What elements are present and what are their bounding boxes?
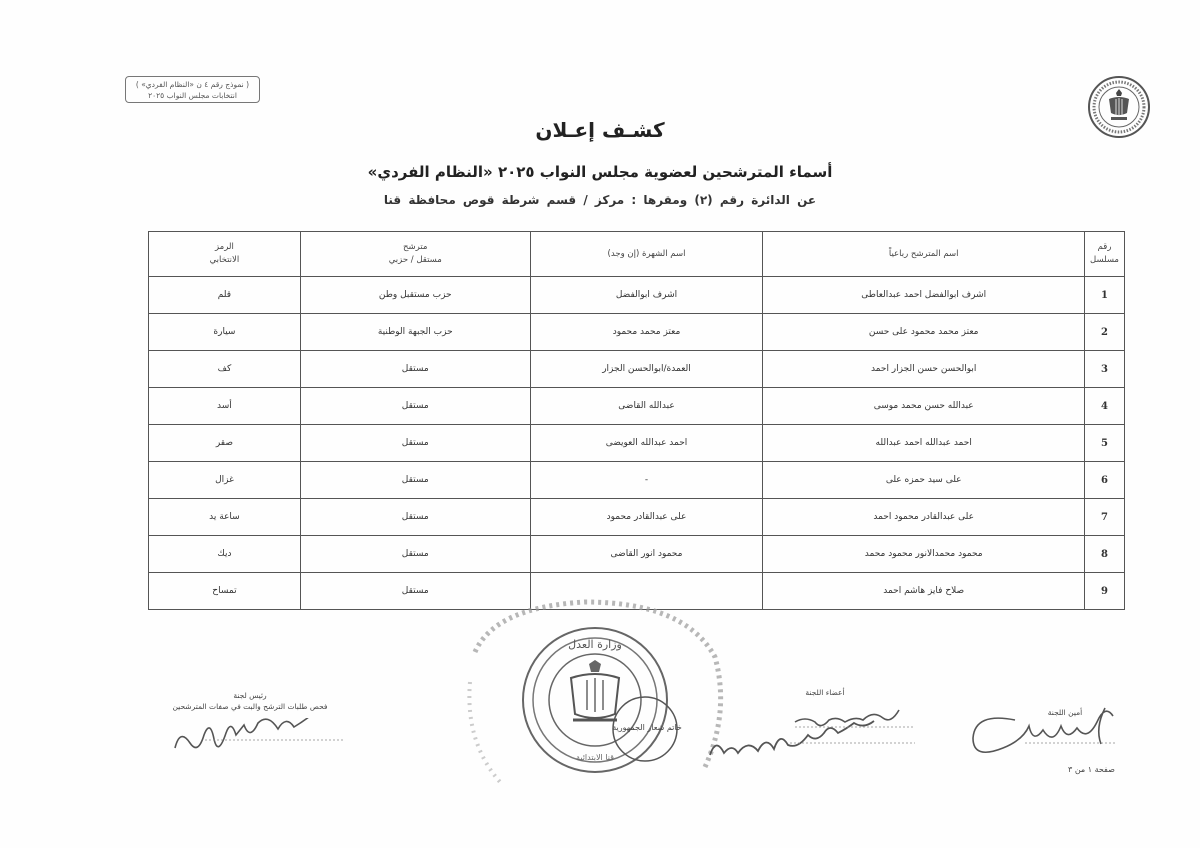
header-type-line2: مستقل / حزبي <box>388 255 442 265</box>
cell-serial: 6 <box>1085 462 1125 499</box>
cell-full-name: محمود محمدالانور محمود محمد <box>763 536 1085 573</box>
cell-full-name: احمد عبدالله احمد عبدالله <box>763 425 1085 462</box>
cell-candidate-type: مستقل <box>300 388 530 425</box>
cell-known-name: العمدة/ابوالحسن الجزار <box>530 351 763 388</box>
cell-serial: 2 <box>1085 314 1125 351</box>
cell-serial: 4 <box>1085 388 1125 425</box>
header-serial-line1: رقم <box>1097 242 1112 252</box>
header-full-name: اسم المترشح رباعياً <box>763 232 1085 277</box>
cell-full-name: على سيد حمزه على <box>763 462 1085 499</box>
signature-committee-head <box>160 690 340 712</box>
committee-secretary-signature <box>965 700 1125 765</box>
committee-head-signature <box>165 718 365 763</box>
candidates-table-container <box>148 231 1125 610</box>
cell-full-name: على عبدالقادر محمود احمد <box>763 499 1085 536</box>
header-serial-line2: مسلسل <box>1090 255 1119 265</box>
cell-known-name: محمود انور القاضى <box>530 536 763 573</box>
cell-candidate-type: مستقل <box>300 499 530 536</box>
cell-candidate-type: مستقل <box>300 462 530 499</box>
cell-symbol: كف <box>149 351 301 388</box>
header-known-name: اسم الشهرة (إن وجد) <box>530 232 763 277</box>
cell-full-name: اشرف ابوالفضل احمد عبدالعاطى <box>763 277 1085 314</box>
cell-symbol: ديك <box>149 536 301 573</box>
header-symbol-line2: الانتخابي <box>209 255 240 265</box>
cell-serial: 7 <box>1085 499 1125 536</box>
table-header-row <box>149 232 1125 277</box>
table-row <box>149 388 1125 425</box>
small-seal-text: خاتم شعار الجمهورية <box>612 723 682 732</box>
cell-candidate-type: مستقل <box>300 425 530 462</box>
cell-symbol: ساعة يد <box>149 499 301 536</box>
page-number: صفحة ١ من ٣ <box>1068 765 1115 774</box>
cell-candidate-type: مستقل <box>300 351 530 388</box>
cell-symbol: غزال <box>149 462 301 499</box>
cell-serial: 1 <box>1085 277 1125 314</box>
cell-symbol: صقر <box>149 425 301 462</box>
cell-serial: 3 <box>1085 351 1125 388</box>
cell-full-name: معتز محمد محمود على حسن <box>763 314 1085 351</box>
cell-known-name: على عبدالقادر محمود <box>530 499 763 536</box>
cell-candidate-type: مستقل <box>300 573 530 610</box>
cell-known-name: عبدالله القاضى <box>530 388 763 425</box>
table-row <box>149 314 1125 351</box>
cell-serial: 5 <box>1085 425 1125 462</box>
table-row <box>149 351 1125 388</box>
stamp-outer-text: وزارة العدل <box>568 638 622 651</box>
table-row <box>149 499 1125 536</box>
cell-full-name: ابوالحسن حسن الجزار احمد <box>763 351 1085 388</box>
cell-candidate-type: مستقل <box>300 536 530 573</box>
header-symbol-line1: الرمز <box>214 242 234 252</box>
cell-full-name: عبدالله حسن محمد موسى <box>763 388 1085 425</box>
cell-candidate-type: حزب الجبهة الوطنية <box>300 314 530 351</box>
cell-full-name: صلاح فايز هاشم احمد <box>763 573 1085 610</box>
header-candidate-type <box>300 232 530 277</box>
cell-known-name: احمد عبدالله العويضى <box>530 425 763 462</box>
cell-known-name: معتز محمد محمود <box>530 314 763 351</box>
header-symbol <box>149 232 301 277</box>
cell-serial: 9 <box>1085 573 1125 610</box>
committee-head-title: رئيس لجنة <box>233 691 267 700</box>
cell-symbol: تمساح <box>149 573 301 610</box>
form-number-box <box>125 76 260 103</box>
district-info: عن الدائرة رقم (٢) ومقرها : مركز / قسم شرطة قوص محافظة قنا <box>383 193 817 207</box>
table-row <box>149 425 1125 462</box>
committee-members-signatures <box>700 700 920 770</box>
cell-candidate-type: حزب مستقبل وطن <box>300 277 530 314</box>
cell-known-name: اشرف ابوالفضل <box>530 277 763 314</box>
candidates-table <box>148 231 1125 610</box>
committee-head-subtitle: فحص طلبات الترشح والبت في صفات المترشحين <box>172 702 328 711</box>
cell-symbol: سيارة <box>149 314 301 351</box>
form-number-line2: انتخابات مجلس النواب ٢٠٢٥ <box>148 91 237 100</box>
cell-symbol: أسد <box>149 388 301 425</box>
court-stamp <box>455 592 725 792</box>
stamp-bottom-text: قنا الابتدائية <box>576 753 614 762</box>
signature-committee-members <box>790 687 860 698</box>
committee-secretary-title: أمين اللجنة <box>1047 708 1083 717</box>
cell-symbol: قلم <box>149 277 301 314</box>
cell-known-name: - <box>530 462 763 499</box>
document-title: كشـف إعـلان <box>535 118 665 142</box>
table-row <box>149 462 1125 499</box>
form-number-line1: ( نموذج رقم ٤ ن «النظام الفردي» ) <box>135 80 250 89</box>
table-row <box>149 277 1125 314</box>
header-type-line1: مترشح <box>403 242 428 252</box>
document-subtitle: أسماء المترشحين لعضوية مجلس النواب ٢٠٢٥ «النظام الفردي» <box>367 163 833 181</box>
committee-members-title: أعضاء اللجنة <box>805 688 845 697</box>
header-serial <box>1085 232 1125 277</box>
cell-serial: 8 <box>1085 536 1125 573</box>
table-row <box>149 536 1125 573</box>
